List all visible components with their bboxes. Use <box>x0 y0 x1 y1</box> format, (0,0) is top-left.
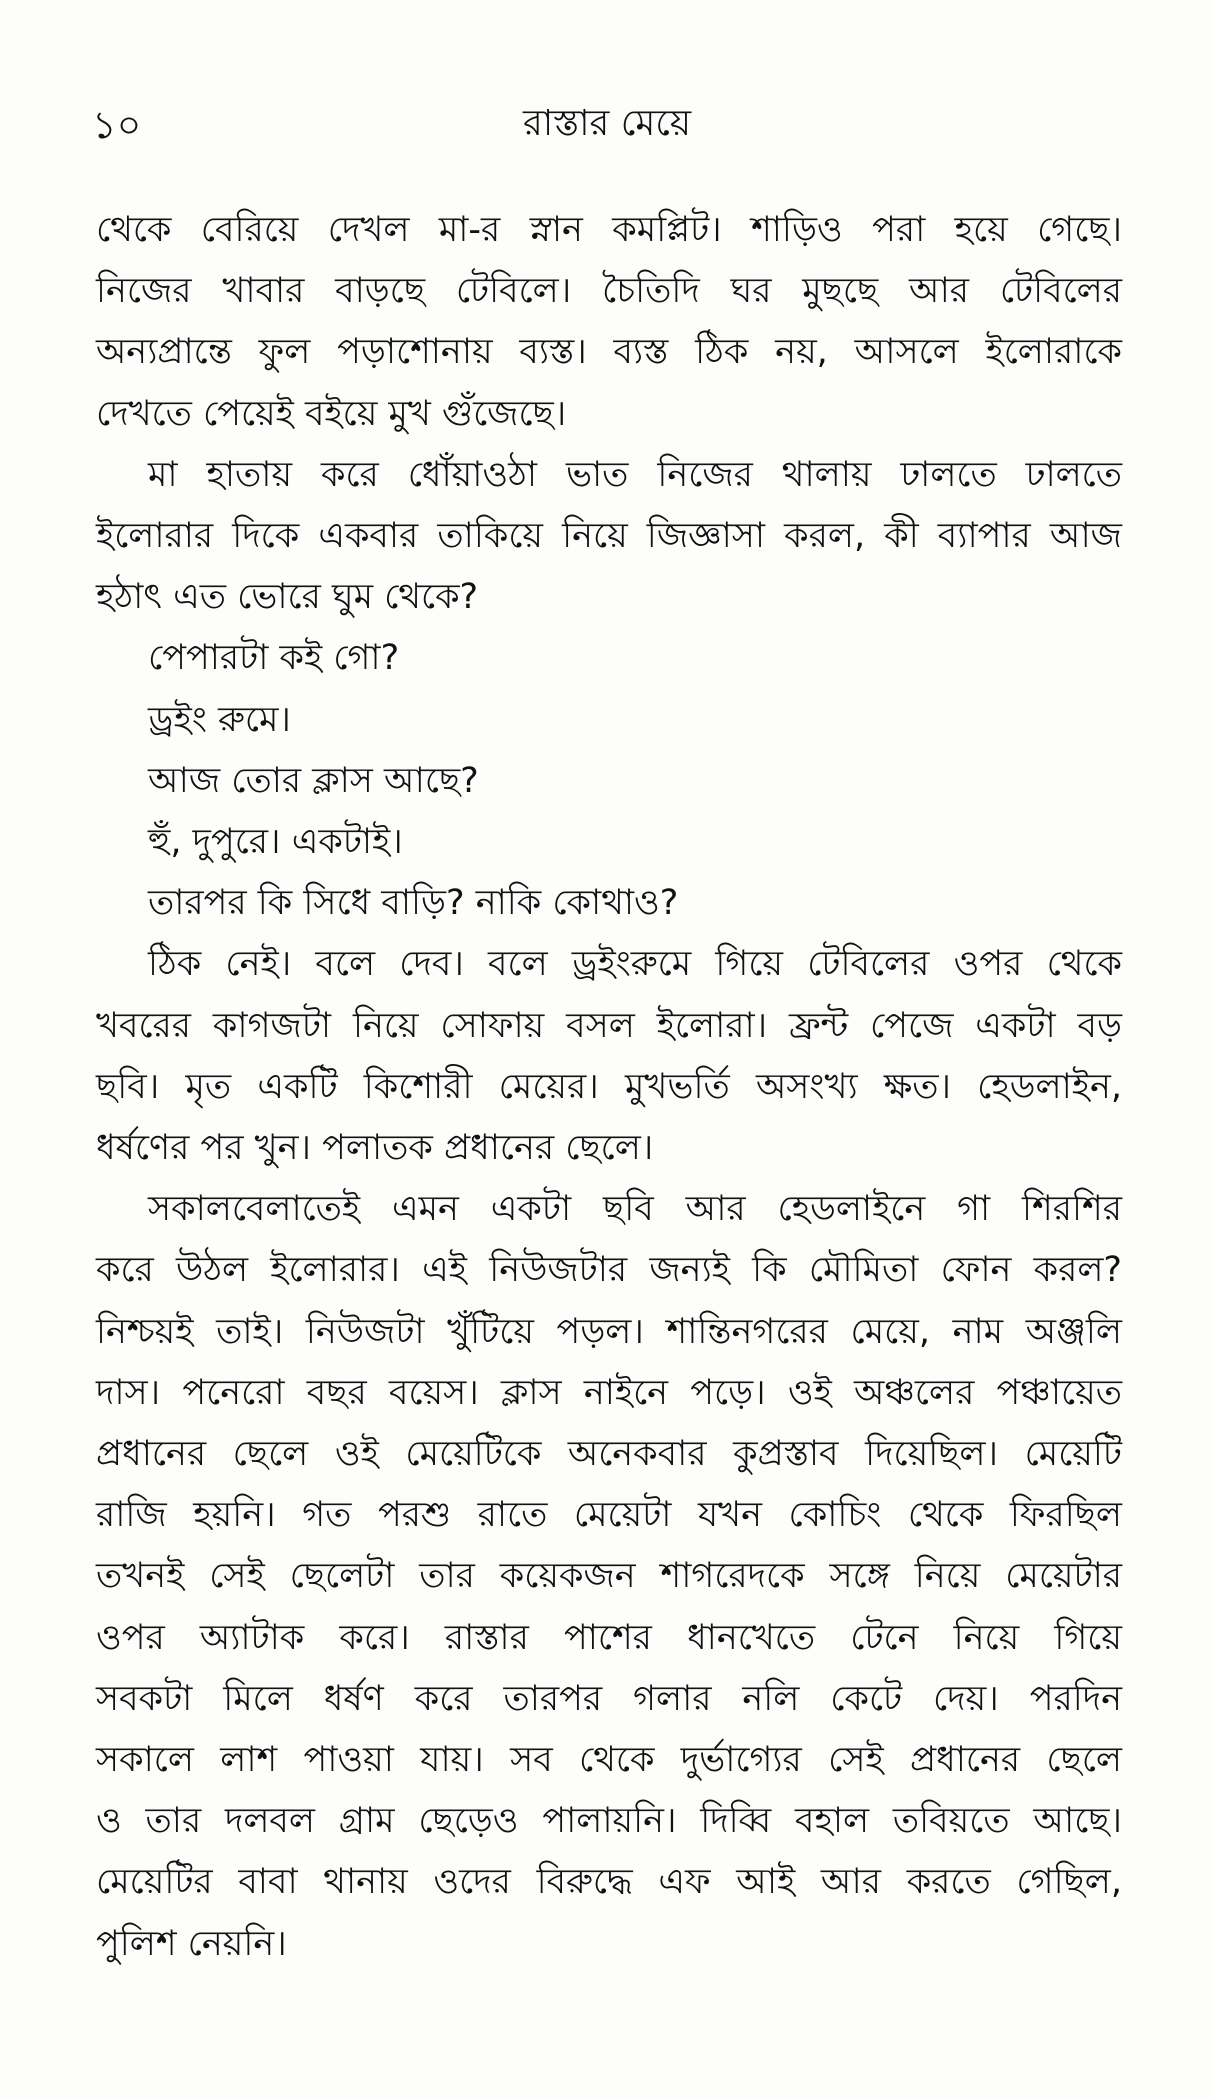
text-line: ওপর অ্যাটাক করে। রাস্তার পাশের ধানখেতে টেনে নিয়ে গিয়ে <box>96 1617 1122 1658</box>
text-line: অন্যপ্রান্তে ফুল পড়াশোনায় ব্যস্ত। ব্যস্ত ঠিক নয়, আসলে ইলোরাকে <box>96 332 1122 373</box>
text-line: হুঁ, দুপুরে। একটাই। <box>148 822 403 862</box>
text-line: ইলোরার দিকে একবার তাকিয়ে নিয়ে জিজ্ঞাসা করল, কী ব্যাপার আজ <box>96 516 1122 556</box>
text-line: করে উঠল ইলোরার। এই নিউজটার জন্যই কি মৌমিতা ফোন করল? <box>96 1250 1122 1291</box>
text-line: সকালবেলাতেই এমন একটা ছবি আর হেডলাইনে গা শিরশির <box>148 1189 1122 1230</box>
text-line: সকালে লাশ পাওয়া যায়। সব থেকে দুর্ভাগ্যের সেই প্রধানের ছেলে <box>96 1740 1122 1780</box>
text-line: নিজের খাবার বাড়ছে টেবিলে। চৈতিদি ঘর মুছছে আর টেবিলের <box>96 271 1122 312</box>
text-line: দাস। পনেরো বছর বয়েস। ক্লাস নাইনে পড়ে। ওই অঞ্চলের পঞ্চায়েত <box>96 1372 1122 1413</box>
text-line: নিশ্চয়ই তাই। নিউজটা খুঁটিয়ে পড়ল। শান্তিনগরের মেয়ে, নাম অঞ্জলি <box>96 1311 1122 1352</box>
text-line: ছবি। মৃত একটি কিশোরী মেয়ের। মুখভর্তি অসংখ্য ক্ষত। হেডলাইন, <box>96 1066 1122 1107</box>
text-line: থেকে বেরিয়ে দেখল মা-র স্নান কমপ্লিট। শাড়িও পরা হয়ে গেছে। <box>96 210 1122 250</box>
text-line: ধর্ষণের পর খুন। পলাতক প্রধানের ছেলে। <box>96 1128 654 1168</box>
text-line: সবকটা মিলে ধর্ষণ করে তারপর গলার নলি কেটে দেয়। পরদিন <box>96 1678 1122 1719</box>
text-line: মা হাতায় করে ধোঁয়াওঠা ভাত নিজের থালায় ঢালতে ঢালতে <box>148 454 1122 495</box>
text-line: আজ তোর ক্লাস আছে? <box>148 760 479 801</box>
text-line: রাজি হয়নি। গত পরশু রাতে মেয়েটা যখন কোচিং থেকে ফিরছিল <box>96 1495 1122 1536</box>
text-line: প্রধানের ছেলে ওই মেয়েটিকে অনেকবার কুপ্রস্তাব দিয়েছিল। মেয়েটি <box>96 1434 1122 1474</box>
text-line: পুলিশ নেয়নি। <box>96 1923 287 1964</box>
text-line: মেয়েটির বাবা থানায় ওদের বিরুদ্ধে এফ আই আর করতে গেছিল, <box>96 1862 1122 1903</box>
page-number: ১০ <box>92 103 142 147</box>
text-line: ও তার দলবল গ্রাম ছেড়েও পালায়নি। দিব্বি বহাল তবিয়তে আছে। <box>96 1801 1122 1842</box>
text-line: তারপর কি সিধে বাড়ি? নাকি কোথাও? <box>148 883 679 924</box>
running-title: রাস্তার মেয়ে <box>522 103 692 144</box>
text-line: পেপারটা কই গো? <box>148 638 400 679</box>
text-line: হঠাৎ এত ভোরে ঘুম থেকে? <box>96 577 479 618</box>
text-line: দেখতে পেয়েই বইয়ে মুখ গুঁজেছে। <box>96 393 567 434</box>
text-line: খবরের কাগজটা নিয়ে সোফায় বসল ইলোরা। ফ্রন্ট পেজে একটা বড় <box>96 1005 1122 1046</box>
text-line: ঠিক নেই। বলে দেব। বলে ড্রইংরুমে গিয়ে টেবিলের ওপর থেকে <box>148 944 1122 985</box>
text-line: তখনই সেই ছেলেটা তার কয়েকজন শাগরেদকে সঙ্গে নিয়ে মেয়েটার <box>96 1556 1122 1597</box>
text-line: ড্রইং রুমে। <box>148 699 291 740</box>
